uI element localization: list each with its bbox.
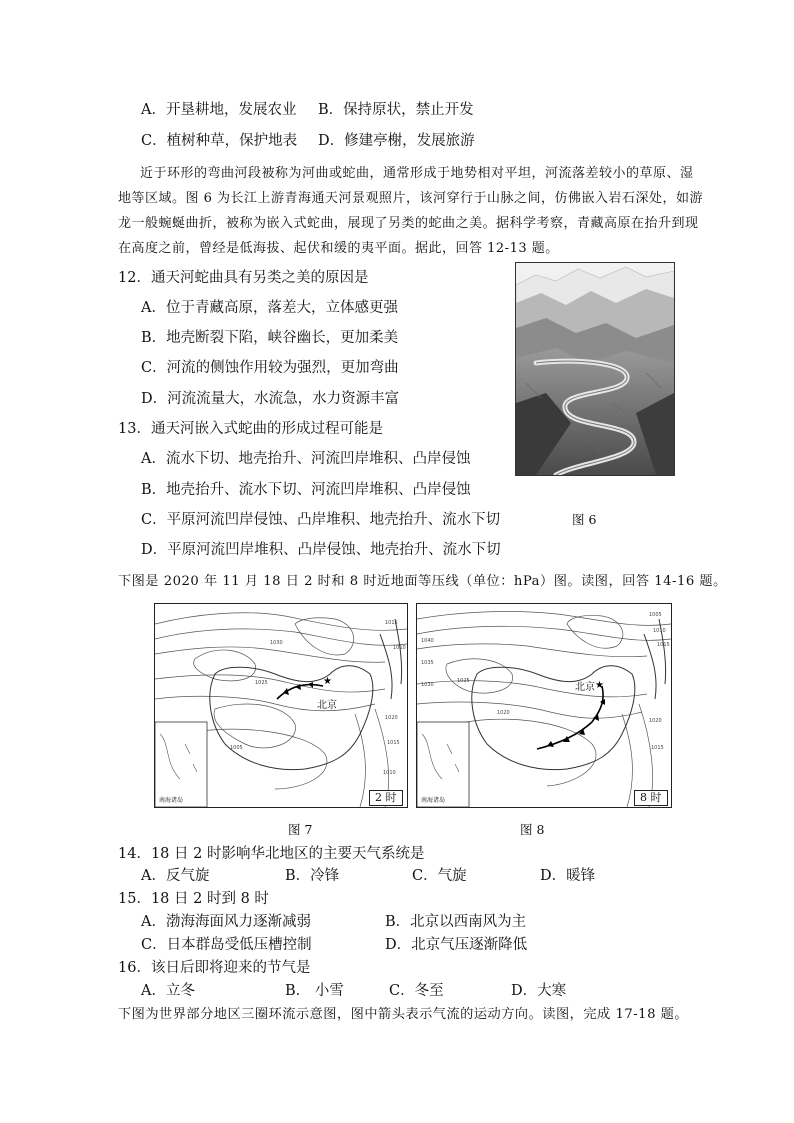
svg-text:★: ★ xyxy=(595,680,604,691)
q11-option-c: C．植树种草，保护地表 xyxy=(141,133,298,149)
svg-text:1010: 1010 xyxy=(383,770,396,776)
q12-option-b: B．地壳断裂下陷，峡谷幽长，更加柔美 xyxy=(141,330,399,346)
svg-text:1015: 1015 xyxy=(657,642,670,648)
isobar-map-figure-7 xyxy=(154,603,408,808)
figure-6-photo xyxy=(515,262,675,476)
map8-time-label: 8 时 xyxy=(634,790,668,806)
q15-option-b: B．北京以西南风为主 xyxy=(385,914,527,930)
q12-option-c: C．河流的侧蚀作用较为强烈，更加弯曲 xyxy=(141,360,399,376)
q12-option-d: D．河流流量大，水流急，水力资源丰富 xyxy=(141,391,400,407)
q14-option-a: A．反气旋 xyxy=(141,868,210,884)
q11-option-a: A．开垦耕地，发展农业 xyxy=(141,102,297,118)
q13-option-a: A．流水下切、地壳抬升、河流凹岸堆积、凸岸侵蚀 xyxy=(141,451,471,467)
intro-12-13-line-2: 地等区域。图 6 为长江上游青海通天河景观照片，该河穿行于山脉之间，仿佛嵌入岩石深处，如游 xyxy=(118,191,704,206)
intro-14-16: 下图是 2020 年 11 月 18 日 2 时和 8 时近地面等压线（单位：hPa）图。读图，回答 14-16 题。 xyxy=(118,574,727,589)
map7-inset-label: 南海诸岛 xyxy=(159,797,184,804)
svg-text:1010: 1010 xyxy=(653,628,666,634)
q13-option-b: B．地壳抬升、流水下切、河流凹岸堆积、凸岸侵蚀 xyxy=(141,482,471,498)
map8-inset-label: 南海诸岛 xyxy=(421,797,446,804)
q12-option-a: A．位于青藏高原，落差大，立体感更强 xyxy=(141,300,398,316)
q16-option-b: B． 小雪 xyxy=(285,983,344,999)
q16-option-d: D．大寒 xyxy=(511,983,567,999)
figure-8-caption: 图 8 xyxy=(520,822,545,837)
q14-option-d: D．暖锋 xyxy=(540,868,596,884)
intro-12-13-line-1: 近于环形的弯曲河段被称为河曲或蛇曲，通常形成于地势相对平坦，河流落差较小的草原、湿 xyxy=(140,166,694,181)
svg-text:1030: 1030 xyxy=(270,640,283,646)
figure-6-caption: 图 6 xyxy=(572,512,597,527)
svg-text:1015: 1015 xyxy=(387,740,400,746)
svg-text:1030: 1030 xyxy=(421,682,434,688)
svg-text:1010: 1010 xyxy=(393,645,406,651)
svg-text:1020: 1020 xyxy=(649,718,662,724)
q14-option-c: C．气旋 xyxy=(412,868,467,884)
intro-12-13-line-4: 在高度之前，曾经是低海拔、起伏和缓的夷平面。据此，回答 12-13 题。 xyxy=(118,241,559,256)
q13-option-d: D．平原河流凹岸堆积、凸岸侵蚀、地壳抬升、流水下切 xyxy=(141,542,501,558)
intro-12-13-line-3: 龙一般蜿蜒曲折，被称为嵌入式蛇曲，展现了另类的蛇曲之美。据科学考察，青藏高原在抬升到现 xyxy=(118,216,699,231)
intro-17-18: 下图为世界部分地区三圈环流示意图，图中箭头表示气流的运动方向。读图，完成 17-18 题。 xyxy=(118,1007,689,1022)
svg-text:1025: 1025 xyxy=(255,680,268,686)
q16-option-c: C．冬至 xyxy=(389,983,444,999)
isobar-map-figure-8 xyxy=(416,603,672,808)
q15-stem: 15．18 日 2 时到 8 时 xyxy=(118,891,269,907)
svg-text:1015: 1015 xyxy=(385,620,398,626)
q13-option-c: C．平原河流凹岸侵蚀、凸岸堆积、地壳抬升、流水下切 xyxy=(141,512,501,528)
svg-text:1025: 1025 xyxy=(457,678,470,684)
q14-stem: 14．18 日 2 时影响华北地区的主要天气系统是 xyxy=(118,846,425,862)
map7-time-label: 2 时 xyxy=(369,790,403,806)
svg-text:1020: 1020 xyxy=(497,710,510,716)
q15-option-c: C．日本群岛受低压槽控制 xyxy=(141,937,312,953)
river-landscape-photo xyxy=(516,263,674,475)
q15-option-d: D．北京气压逐渐降低 xyxy=(385,937,528,953)
svg-text:1035: 1035 xyxy=(421,660,434,666)
q11-option-b: B．保持原状，禁止开发 xyxy=(318,102,474,118)
q16-option-a: A．立冬 xyxy=(141,983,195,999)
q13-stem: 13．通天河嵌入式蛇曲的形成过程可能是 xyxy=(118,421,383,437)
map8-city-label: 北京 xyxy=(575,682,595,693)
q11-option-d: D．修建亭榭，发展旅游 xyxy=(318,133,475,149)
q14-option-b: B．冷锋 xyxy=(285,868,340,884)
q16-stem: 16．该日后即将迎来的节气是 xyxy=(118,960,311,976)
svg-text:1005: 1005 xyxy=(230,745,243,751)
svg-text:1040: 1040 xyxy=(421,638,434,644)
svg-text:1020: 1020 xyxy=(385,715,398,721)
figure-7-caption: 图 7 xyxy=(288,822,313,837)
q15-option-a: A．渤海海面风力逐渐减弱 xyxy=(141,914,311,930)
svg-text:1005: 1005 xyxy=(649,612,662,618)
map7-city-label: 北京 xyxy=(317,700,337,711)
q12-stem: 12．通天河蛇曲具有另类之美的原因是 xyxy=(118,270,369,286)
svg-text:1015: 1015 xyxy=(651,745,664,751)
svg-text:★: ★ xyxy=(323,676,332,687)
